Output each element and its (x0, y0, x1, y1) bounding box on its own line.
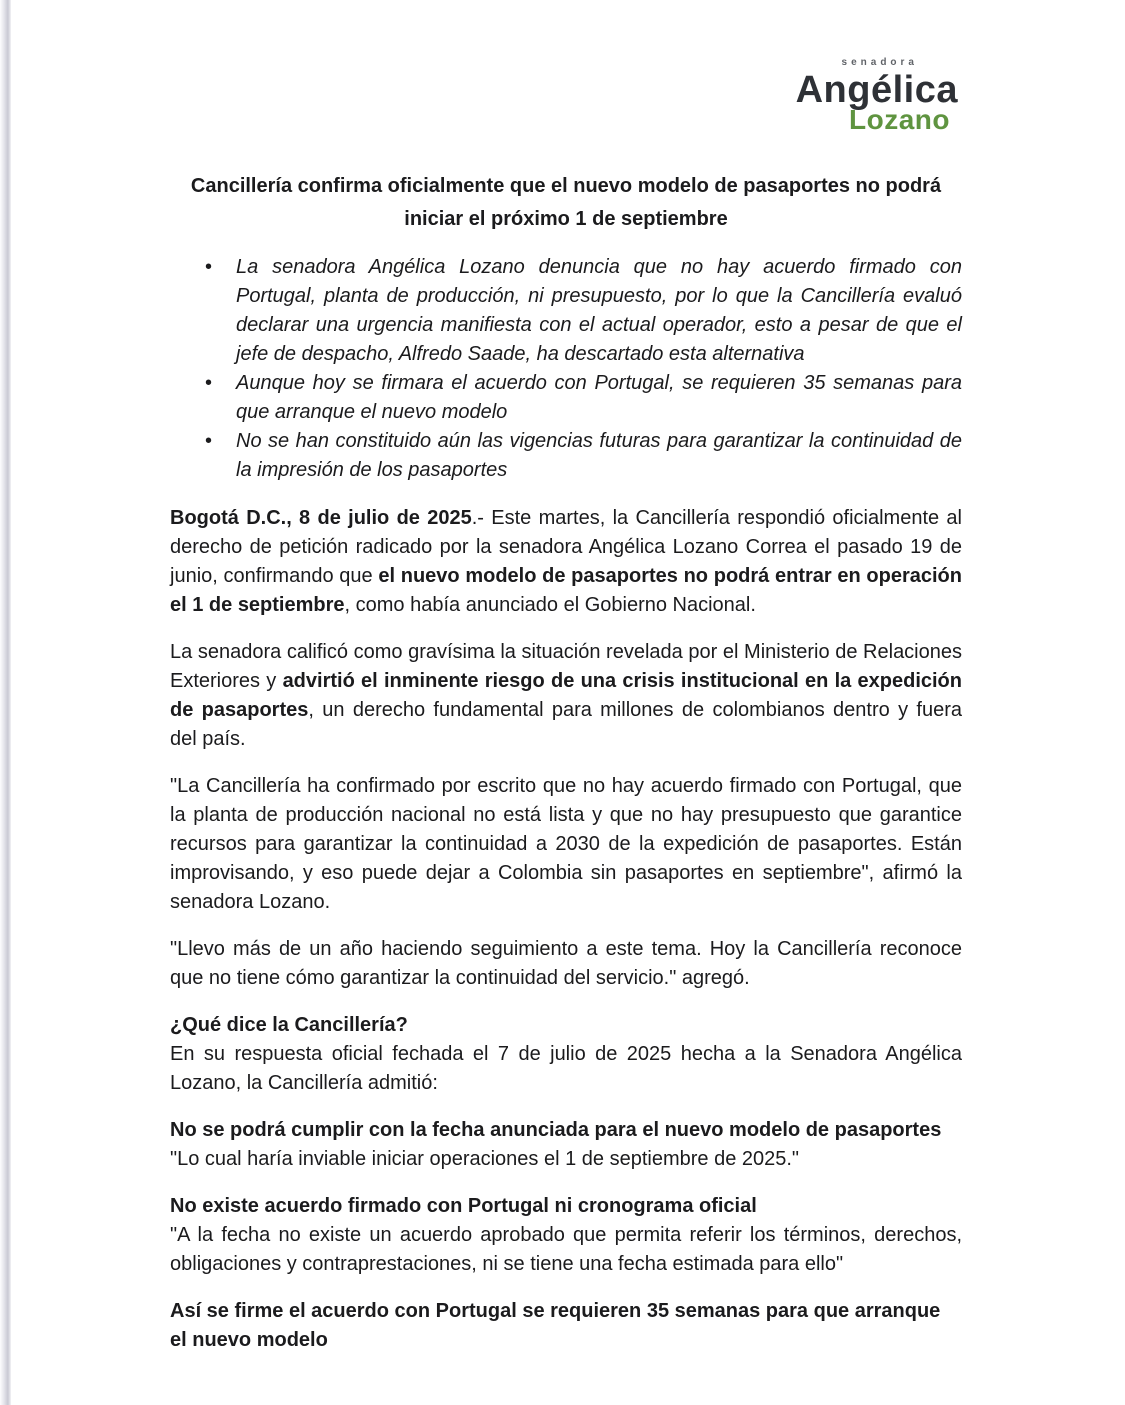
section-heading: No se podrá cumplir con la fecha anunciada para el nuevo modelo de pasaportes (170, 1119, 942, 1141)
logo-senadora-label: senadora (841, 57, 918, 68)
text-segment: La senadora calificó como gravísima la situación revelada por el Ministerio de Relaciones Exteriores y (170, 641, 962, 692)
paragraph (170, 935, 962, 993)
page-edge-shadow (0, 0, 11, 1405)
text-segment: , un derecho fundamental para millones de colombianos dentro y fuera del país. (170, 699, 962, 750)
text-segment: "Llevo más de un año haciendo seguimiento a este tema. Hoy la Cancillería reconoce que no tiene cómo garantizar la continuidad del servicio." agregó. (170, 938, 962, 989)
paragraph (170, 772, 962, 917)
bullet-item: • No se han constituido aún las vigencias futuras para garantizar la continuidad de la impresión de los pasaportes (236, 427, 962, 485)
section-heading: Así se firme el acuerdo con Portugal se requieren 35 semanas para que arranque el nuevo modelo (170, 1300, 941, 1351)
text-segment: .- Este martes, la Cancillería respondió oficialmente al derecho de petición radicado por la senadora Angélica Lozano Correa el pasado 19 de junio, confirmando que (170, 507, 962, 587)
section-block (170, 1011, 962, 1098)
text-segment: En su respuesta oficial fechada el 7 de julio de 2025 hecha a la Senadora Angélica Lozano, la Cancillería admitió: (170, 1043, 962, 1094)
bullet-item: • Aunque hoy se firmara el acuerdo con Portugal, se requieren 35 semanas para que arranque el nuevo modelo (236, 369, 962, 427)
section-heading: No existe acuerdo firmado con Portugal ni cronograma oficial (170, 1195, 757, 1217)
text-segment: el nuevo modelo de pasaportes no podrá entrar en operación el 1 de septiembre (170, 565, 962, 616)
body-paragraphs (170, 504, 962, 1355)
text-segment: "Lo cual haría inviable iniciar operaciones el 1 de septiembre de 2025." (170, 1148, 800, 1170)
section-block (170, 1116, 962, 1174)
section-heading: ¿Qué dice la Cancillería? (170, 1014, 408, 1036)
logo-first-name: Angélica (795, 69, 958, 111)
press-release-title: Cancillería confirma oficialmente que el nuevo modelo de pasaportes no podrá iniciar el próximo 1 de septiembre (190, 175, 942, 230)
text-segment: "La Cancillería ha confirmado por escrito que no hay acuerdo firmado con Portugal, que la planta de producción nacional no está lista y que no hay presupuesto que garantice recursos para garantizar la continuidad a 2030 de la expedición de pasaportes. Están improvisando, y eso puede dejar a Colombia sin pasaportes en septiembre", afirmó la senadora Lozano. (170, 775, 962, 913)
document-content (170, 0, 962, 1373)
logo-last-name: Lozano (849, 104, 950, 135)
bullet-item: • La senadora Angélica Lozano denuncia que no hay acuerdo firmado con Portugal, planta de producción, ni presupuesto, por lo que la Cancillería evaluó declarar una urgencia manifiesta con el actual operador, esto a pesar de que el jefe de despacho, Alfredo Saade, ha descartado esta alternativa (236, 253, 962, 369)
text-segment: Bogotá D.C., 8 de julio de 2025 (170, 507, 472, 529)
section-block (170, 1192, 962, 1279)
paragraph (170, 504, 962, 620)
senator-logo (170, 58, 958, 134)
text-segment: "A la fecha no existe un acuerdo aprobado que permita referir los términos, derechos, obligaciones y contraprestaciones, ni se tiene una fecha estimada para ello" (170, 1224, 962, 1275)
text-segment: , como había anunciado el Gobierno Nacional. (344, 594, 756, 616)
paragraph (170, 638, 962, 754)
text-segment: advirtió el inminente riesgo de una crisis institucional en la expedición de pasaportes (170, 670, 962, 721)
section-block (170, 1297, 962, 1355)
summary-bullet-list (170, 253, 962, 485)
